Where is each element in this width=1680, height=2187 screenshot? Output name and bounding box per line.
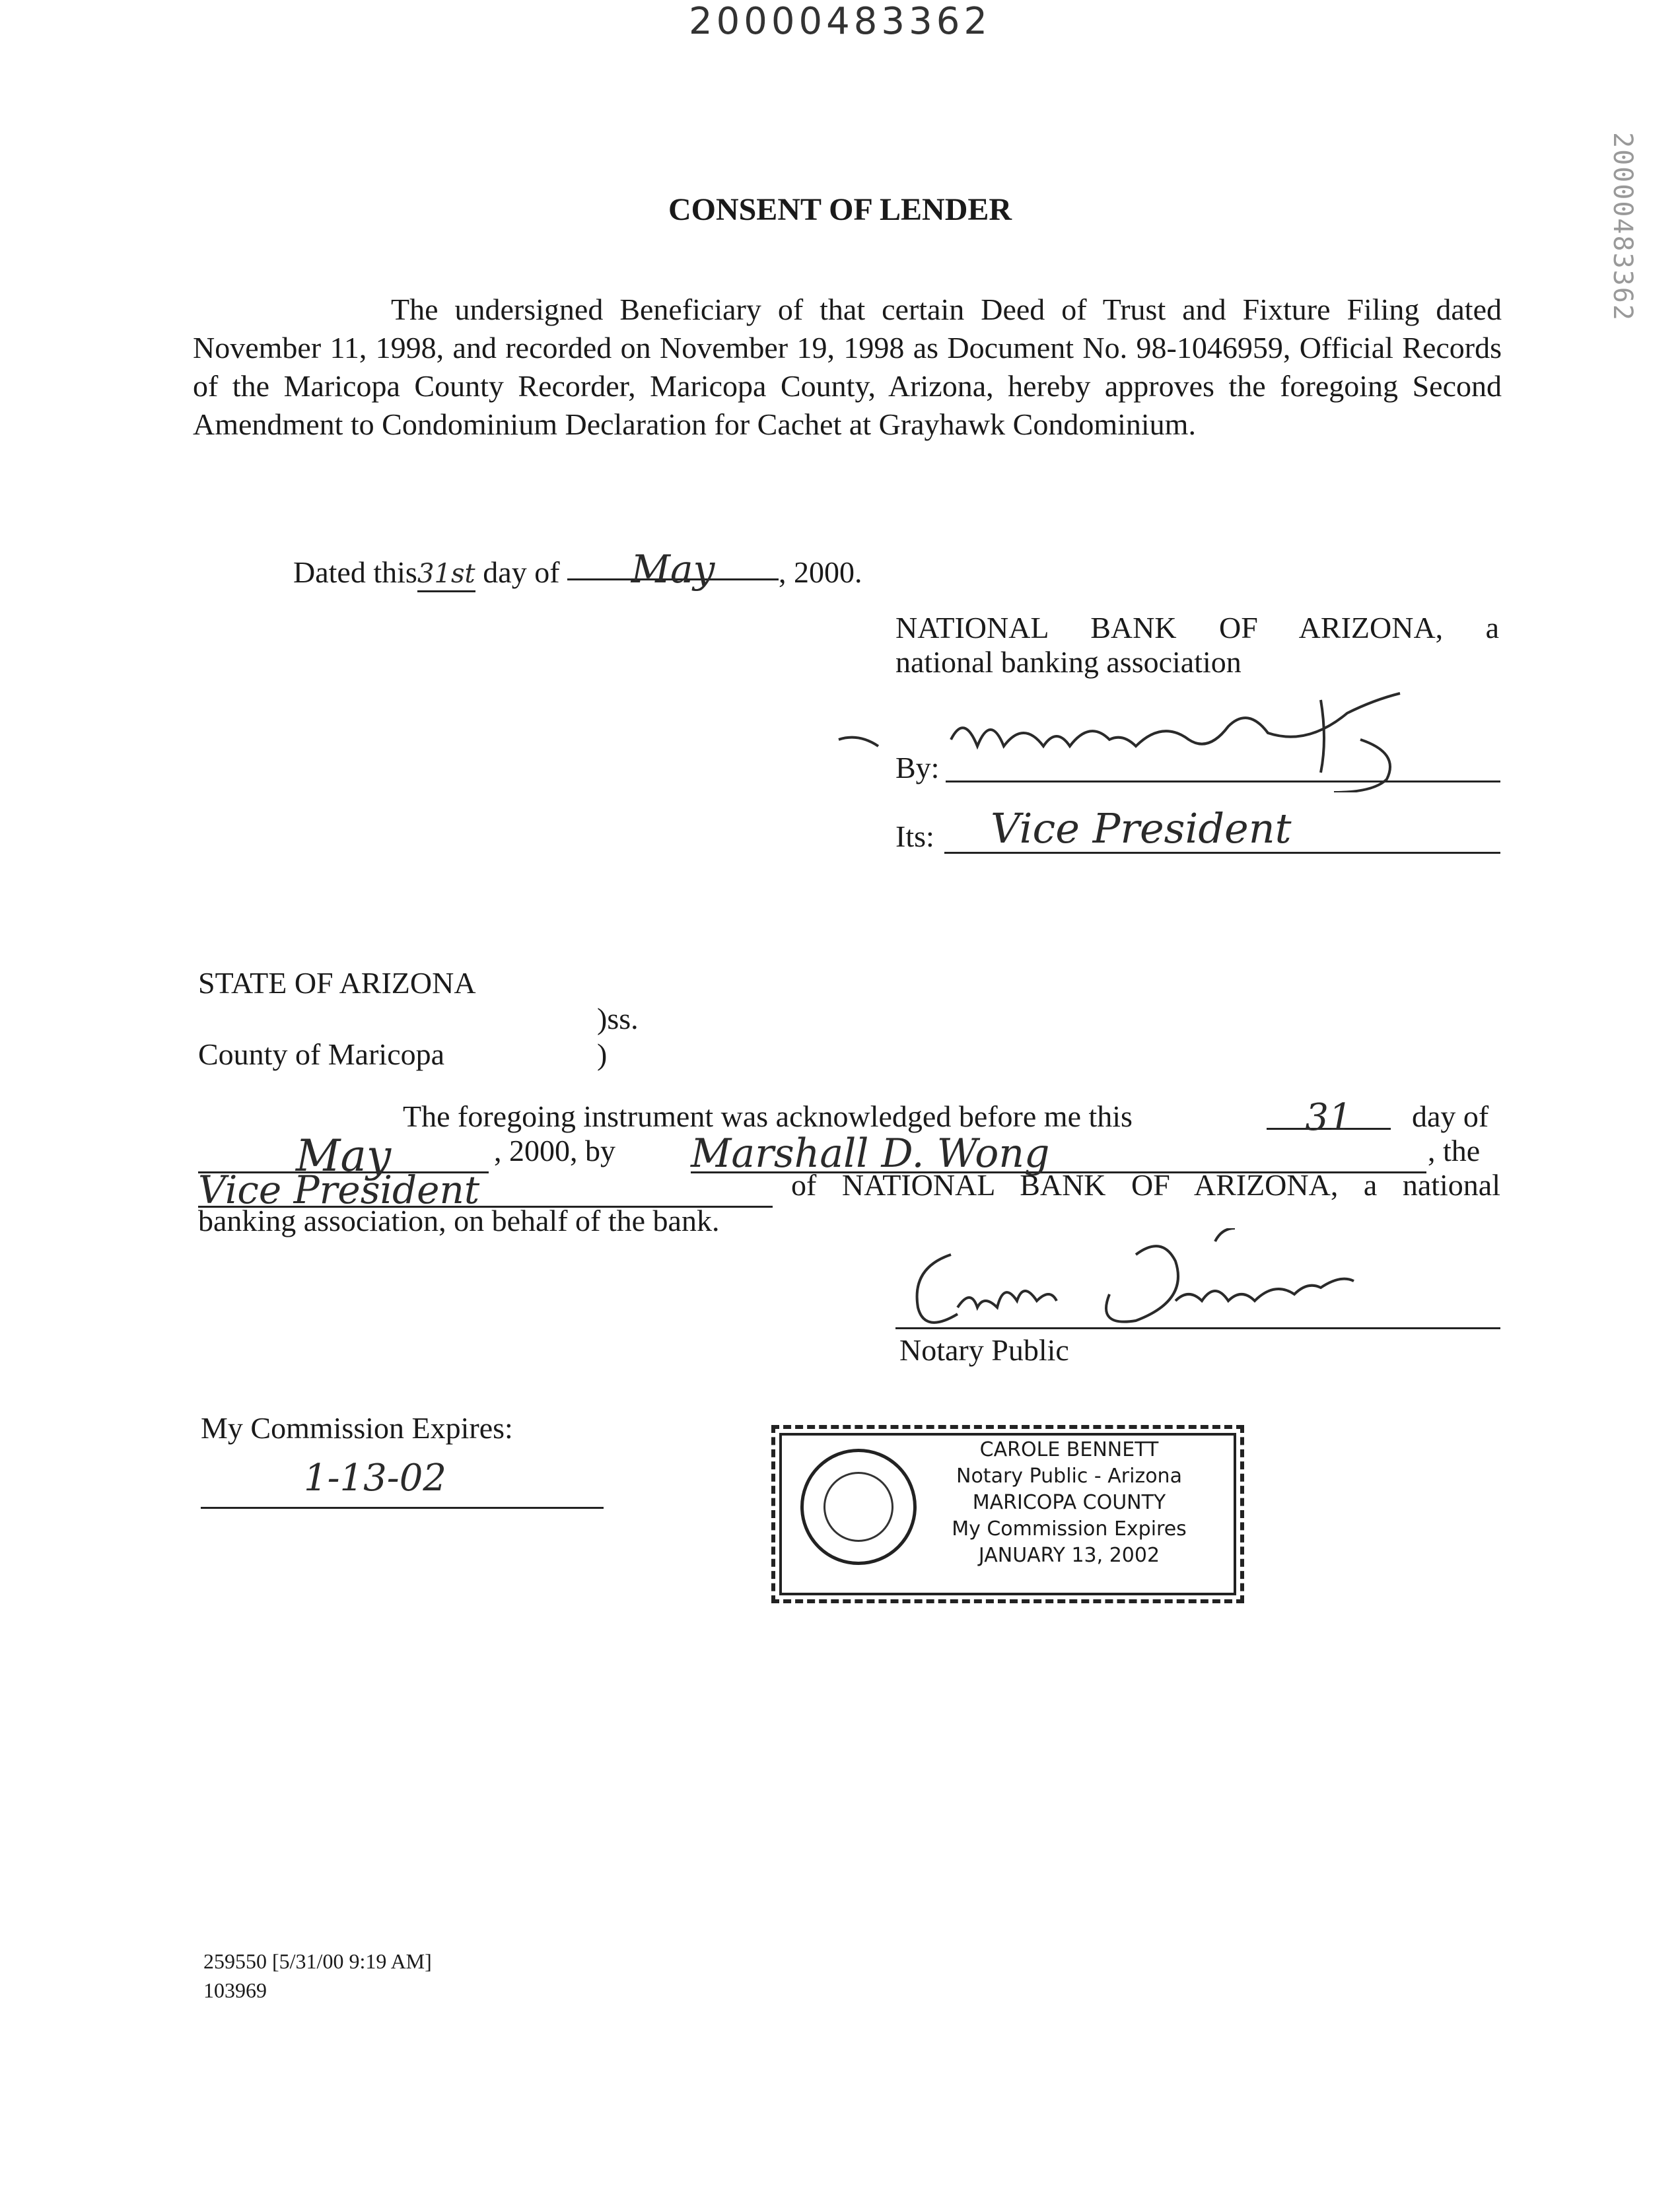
venue-ss: )ss.: [597, 1002, 639, 1035]
commission-label: My Commission Expires:: [201, 1411, 513, 1445]
state-seal-icon: [800, 1449, 917, 1565]
side-recording-stamp: 20000483362: [1607, 132, 1638, 322]
dated-middle: day of: [483, 555, 560, 589]
dated-prefix: Dated this: [293, 555, 417, 589]
ack-day-handwritten: 31: [1267, 1096, 1391, 1130]
recording-number: 20000483362: [689, 0, 991, 43]
stamp-line2: Notary Public - Arizona: [956, 1465, 1182, 1488]
ack-name-handwritten: Marshall D. Wong: [691, 1130, 1426, 1173]
ack-title-handwritten: Vice President: [198, 1167, 773, 1208]
stamp-line3: MARICOPA COUNTY: [972, 1491, 1166, 1514]
ack-line4: banking association, on behalf of the bank.: [198, 1204, 720, 1237]
lender-name-line2: national banking association: [895, 645, 1242, 679]
consent-paragraph: The undersigned Beneficiary of that certain Deed of Trust and Fixture Filing dated November 11, 1998, and recorded on November 19, 1998 as Document No. 98-1046959, Official Records of the Maricopa County Recorder, Maricopa County, Arizona, hereby approves the foregoing Second Amendment to Condominium Declaration for Cachet at Grayhawk Condominium.: [193, 293, 1502, 441]
notary-stamp-text: [927, 1437, 1211, 1569]
by-label: By:: [895, 751, 940, 784]
footer-line1: 259550 [5/31/00 9:19 AM]: [203, 1949, 432, 1973]
notary-stamp: [771, 1425, 1244, 1603]
ack-month-handwritten: May: [198, 1130, 489, 1173]
stamp-line1: CAROLE BENNETT: [979, 1438, 1159, 1461]
its-handwritten: Vice President: [991, 804, 1292, 852]
commission-date-handwritten: 1-13-02: [304, 1457, 446, 1500]
notary-label: Notary Public: [899, 1333, 1069, 1367]
its-label: Its:: [895, 819, 934, 853]
venue-state: STATE OF ARIZONA: [198, 966, 476, 1000]
notary-signature: [898, 1228, 1426, 1347]
ack-line1-text: The foregoing instrument was acknowledged before me this: [403, 1099, 1133, 1133]
ack-of-bank: of NATIONAL BANK OF ARIZONA, a national: [791, 1168, 1500, 1202]
ack-line1-end: day of: [1412, 1099, 1489, 1133]
venue-county: County of Maricopa: [198, 1037, 445, 1071]
stamp-line4: My Commission Expires: [952, 1517, 1187, 1541]
state-seal-inner-icon: [823, 1472, 893, 1542]
dated-day-handwritten: 31st: [417, 559, 475, 592]
dated-month-handwritten: May: [567, 547, 779, 580]
dated-line: [293, 547, 862, 592]
dated-suffix: , 2000.: [779, 555, 862, 589]
page-title: CONSENT OF LENDER: [668, 192, 1012, 227]
footer-line2: 103969: [203, 1978, 267, 2002]
ack-the: , the: [1428, 1134, 1481, 1167]
lender-name-line1: NATIONAL BANK OF ARIZONA, a: [895, 611, 1499, 644]
notary-signature-line: [895, 1327, 1500, 1329]
commission-line: [201, 1507, 604, 1509]
venue-paren: ): [597, 1037, 608, 1071]
ack-year-by: , 2000, by: [494, 1134, 615, 1167]
footer: [203, 1947, 432, 2005]
stamp-line5: JANUARY 13, 2002: [978, 1544, 1160, 1567]
lender-signature: [832, 674, 1492, 792]
